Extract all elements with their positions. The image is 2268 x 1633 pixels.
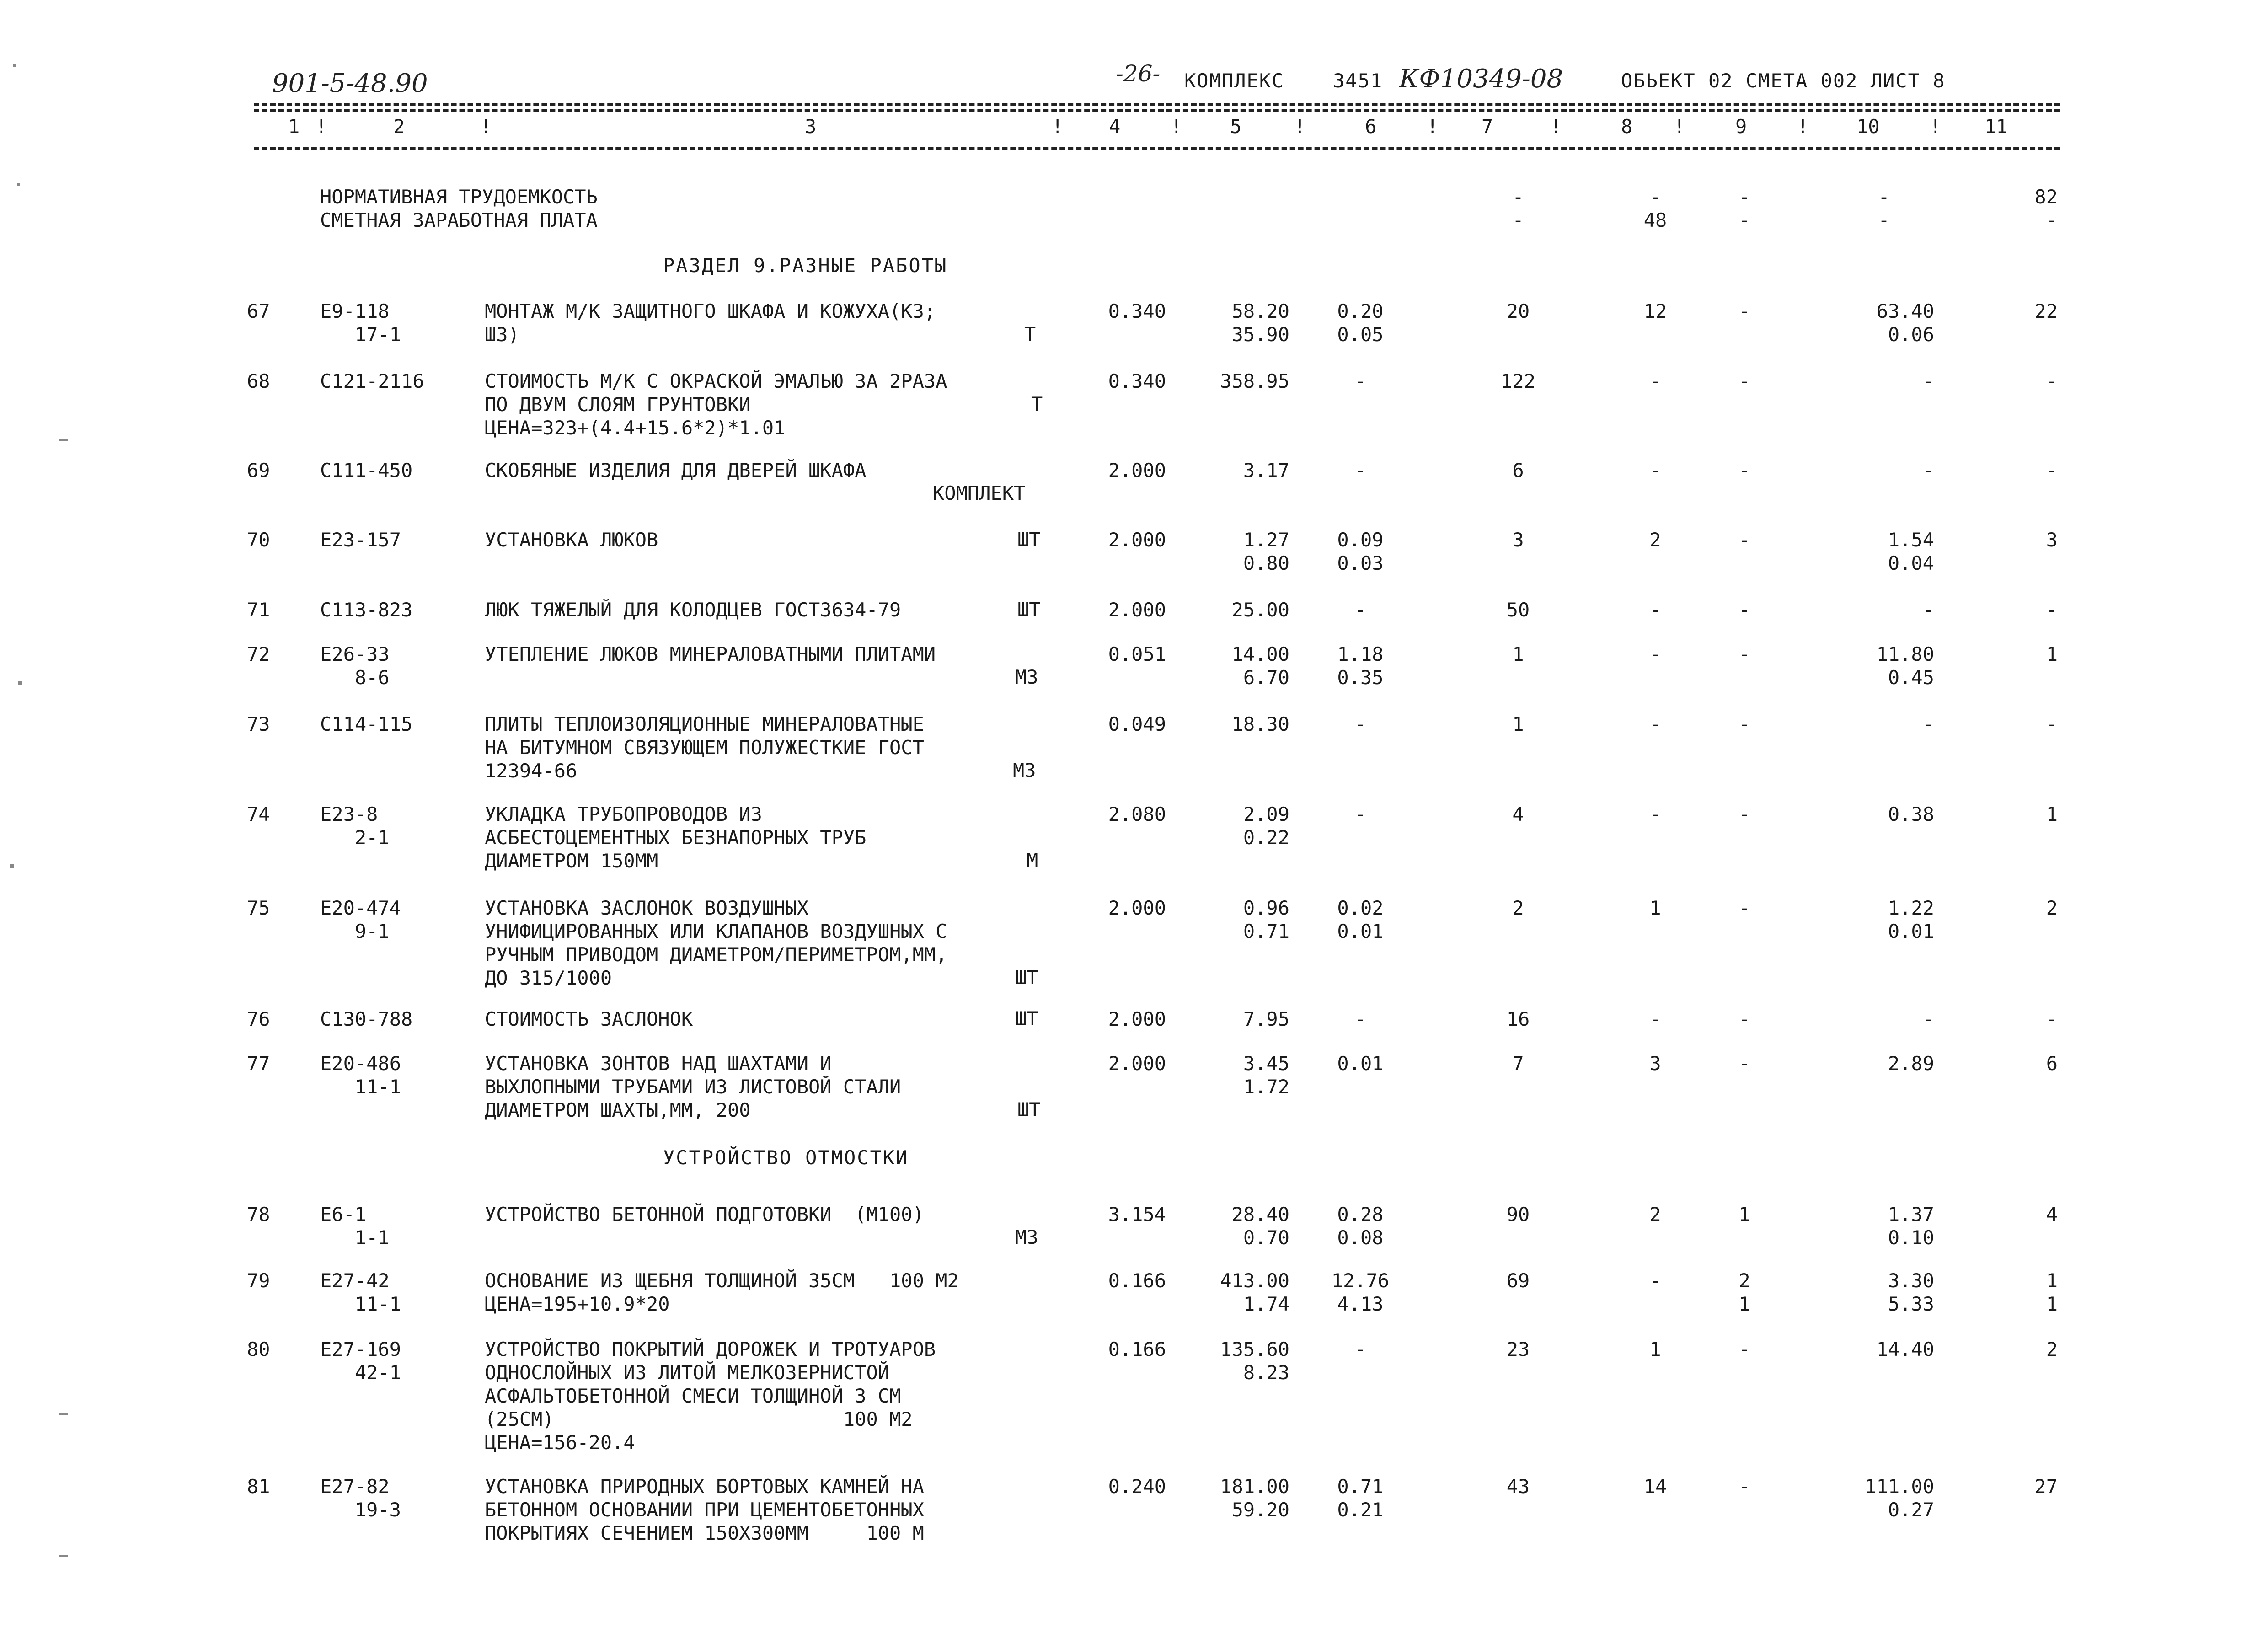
row-col10: 14.40 <box>1876 1338 1934 1360</box>
row-number: 77 <box>247 1052 270 1075</box>
summary-col7: - - <box>1512 186 1524 231</box>
column-number-10: 10 <box>1856 115 1880 138</box>
row-description: УСТАНОВКА ЛЮКОВ <box>485 529 658 551</box>
scan-mark <box>59 439 68 441</box>
row-col11: - <box>2046 599 2058 621</box>
row-description: ЛЮК ТЯЖЕЛЫЙ ДЛЯ КОЛОДЦЕВ ГОСТ3634-79 <box>485 599 901 621</box>
row-col8: 2 <box>1649 529 1661 551</box>
row-col4: 0.340 <box>1108 370 1166 392</box>
row-col4: 0.051 <box>1108 643 1166 665</box>
row-number: 76 <box>247 1008 270 1030</box>
row-col4: 0.049 <box>1108 713 1166 735</box>
row-col7: 2 <box>1512 897 1524 919</box>
complex-number: 3451 <box>1333 70 1383 92</box>
row-col11: 22 <box>2034 300 2058 322</box>
row-col7: 69 <box>1506 1269 1530 1292</box>
row-col8: 2 <box>1649 1203 1661 1226</box>
doc-code-handwritten: 901-5-48.90 <box>272 69 428 98</box>
row-col7: 3 <box>1512 529 1524 551</box>
row-col6: 12.76 4.13 <box>1331 1269 1390 1315</box>
row-description: УСТРОЙСТВО ПОКРЫТИЙ ДОРОЖЕК И ТРОТУАРОВ ОДНОСЛОЙНЫХ ИЗ ЛИТОЙ МЕЛКОЗЕРНИСТОЙ АСФАЛЬТОБЕТОННОЙ СМЕСИ ТОЛЩИНОЙ 3 СМ (25СМ) 100 М2 ЦЕНА=156-20.4 <box>485 1338 936 1454</box>
row-number: 81 <box>247 1475 270 1498</box>
row-col11: - <box>2046 1008 2058 1030</box>
row-code: Е20-486 11-1 <box>320 1052 401 1098</box>
row-col5: 14.00 6.70 <box>1231 643 1289 689</box>
scan-mark <box>17 183 20 186</box>
row-col11: 1 1 <box>2046 1269 2058 1315</box>
row-description: УСТАНОВКА ПРИРОДНЫХ БОРТОВЫХ КАМНЕЙ НА БЕТОННОМ ОСНОВАНИИ ПРИ ЦЕМЕНТОБЕТОННЫХ ПОКРЫТИЯХ СЕЧЕНИЕМ 150Х300ММ 100 М <box>485 1475 924 1544</box>
row-col10: 11.80 0.45 <box>1876 643 1934 689</box>
column-separator: ! <box>1550 115 1562 138</box>
summary-col9: - - <box>1738 186 1750 231</box>
row-description: УСТАНОВКА ЗОНТОВ НАД ШАХТАМИ И ВЫХЛОПНЫМИ ТРУБАМИ ИЗ ЛИСТОВОЙ СТАЛИ ДИАМЕТРОМ ШАХТЫ,ММ, 200 <box>485 1052 901 1121</box>
column-number-2: 2 <box>393 115 405 138</box>
row-col4: 0.166 <box>1108 1338 1166 1360</box>
row-code: Е23-8 2-1 <box>320 803 390 849</box>
row-col6: 1.18 0.35 <box>1337 643 1384 689</box>
column-separator: ! <box>1294 115 1306 138</box>
row-code: Е23-157 <box>320 529 401 551</box>
row-col6: - <box>1354 459 1366 482</box>
row-code: Е20-474 9-1 <box>320 897 401 942</box>
row-col11: 6 <box>2046 1052 2058 1075</box>
row-col9: - <box>1738 459 1750 482</box>
row-col4: 3.154 <box>1108 1203 1166 1226</box>
row-col5: 28.40 0.70 <box>1231 1203 1289 1249</box>
row-col11: 2 <box>2046 1338 2058 1360</box>
column-number-3: 3 <box>805 115 817 138</box>
row-number: 71 <box>247 599 270 621</box>
row-col10: - <box>1922 1008 1934 1030</box>
row-number: 69 <box>247 459 270 482</box>
row-description: СТОИМОСТЬ М/К С ОКРАСКОЙ ЭМАЛЬЮ ЗА 2РАЗА ПО ДВУМ СЛОЯМ ГРУНТОВКИ ЦЕНА=323+(4.4+15.6*2)*1.01 <box>485 370 947 439</box>
scan-mark <box>59 1555 68 1557</box>
row-col9: - <box>1738 713 1750 735</box>
row-unit: М <box>1027 849 1038 872</box>
column-separator: ! <box>480 115 492 138</box>
column-number-8: 8 <box>1621 115 1633 138</box>
row-col5: 3.17 <box>1243 459 1289 482</box>
row-col8: - <box>1649 1269 1661 1292</box>
row-col7: 16 <box>1506 1008 1530 1030</box>
row-unit: ШТ <box>1017 528 1041 551</box>
row-col9: - <box>1738 1475 1750 1498</box>
object-line: ОБЬЕКТ 02 СМЕТА 002 ЛИСТ 8 <box>1621 70 1946 92</box>
column-number-1: 1 <box>288 115 300 138</box>
row-col8: - <box>1649 599 1661 621</box>
row-col5: 18.30 <box>1231 713 1289 735</box>
row-col6: - <box>1354 599 1366 621</box>
summary-label-wage: СМЕТНАЯ ЗАРАБОТНАЯ ПЛАТА <box>320 209 598 231</box>
row-col10: 1.37 0.10 <box>1888 1203 1934 1249</box>
row-col8: - <box>1649 1008 1661 1030</box>
row-col6: 0.09 0.03 <box>1337 529 1384 574</box>
row-col10: - <box>1922 599 1934 621</box>
row-col8: - <box>1649 370 1661 392</box>
row-col9: - <box>1738 1008 1750 1030</box>
column-number-5: 5 <box>1230 115 1242 138</box>
scan-mark <box>59 1413 68 1415</box>
row-col10: 0.38 <box>1888 803 1934 825</box>
row-description: СТОИМОСТЬ ЗАСЛОНОК <box>485 1008 693 1030</box>
row-number: 74 <box>247 803 270 825</box>
row-col9: - <box>1738 1338 1750 1360</box>
row-col11: 2 <box>2046 897 2058 919</box>
summary-col8: - 48 <box>1643 186 1667 231</box>
row-code: С114-115 <box>320 713 413 735</box>
row-col10: - <box>1922 713 1934 735</box>
row-col9: 1 <box>1738 1203 1750 1226</box>
column-separator: ! <box>1930 115 1942 138</box>
section-title-razdel9: РАЗДЕЛ 9.РАЗНЫЕ РАБОТЫ <box>663 254 948 277</box>
row-col8: 1 <box>1649 897 1661 919</box>
row-col5: 7.95 <box>1243 1008 1289 1030</box>
row-col4: 2.000 <box>1108 529 1166 551</box>
row-unit: М3 <box>1015 666 1038 688</box>
row-col4: 2.000 <box>1108 1052 1166 1075</box>
row-col5: 25.00 <box>1231 599 1289 621</box>
row-col9: - <box>1738 897 1750 919</box>
row-number: 75 <box>247 897 270 919</box>
scan-mark <box>13 64 16 67</box>
column-number-7: 7 <box>1482 115 1493 138</box>
row-number: 68 <box>247 370 270 392</box>
row-col11: - <box>2046 370 2058 392</box>
row-col4: 0.340 <box>1108 300 1166 322</box>
row-col7: 50 <box>1506 599 1530 621</box>
row-col4: 2.000 <box>1108 459 1166 482</box>
summary-col10: - - <box>1878 186 1890 231</box>
row-description: УСТАНОВКА ЗАСЛОНОК ВОЗДУШНЫХ УНИФИЦИРОВАННЫХ ИЛИ КЛАПАНОВ ВОЗДУШНЫХ С РУЧНЫМ ПРИВОДОМ ДИАМЕТРОМ/ПЕРИМЕТРОМ,ММ, ДО 315/1000 <box>485 897 947 989</box>
scan-mark <box>18 681 22 685</box>
row-col5: 181.00 59.20 <box>1220 1475 1289 1521</box>
row-code: Е27-82 19-3 <box>320 1475 401 1521</box>
row-col4: 2.000 <box>1108 1008 1166 1030</box>
row-col6: - <box>1354 1338 1366 1360</box>
row-description: ПЛИТЫ ТЕПЛОИЗОЛЯЦИОННЫЕ МИНЕРАЛОВАТНЫЕ НА БИТУМНОМ СВЯЗУЮЩЕМ ПОЛУЖЕСТКИЕ ГОСТ 12394-66 <box>485 713 924 782</box>
row-description: УТЕПЛЕНИЕ ЛЮКОВ МИНЕРАЛОВАТНЫМИ ПЛИТАМИ <box>485 643 936 665</box>
kf-code-handwritten: КФ10349-08 <box>1399 64 1563 94</box>
row-col7: 90 <box>1506 1203 1530 1226</box>
row-col9: - <box>1738 529 1750 551</box>
row-unit: ШТ <box>1015 1007 1038 1030</box>
row-col5: 358.95 <box>1220 370 1289 392</box>
row-col7: 6 <box>1512 459 1524 482</box>
row-col6: - <box>1354 370 1366 392</box>
row-col9: - <box>1738 643 1750 665</box>
row-col9: - <box>1738 1052 1750 1075</box>
row-number: 80 <box>247 1338 270 1360</box>
row-unit: ШТ <box>1017 598 1041 621</box>
row-col4: 0.240 <box>1108 1475 1166 1498</box>
row-col6: 0.71 0.21 <box>1337 1475 1384 1521</box>
row-col7: 122 <box>1501 370 1535 392</box>
row-col10: 1.22 0.01 <box>1888 897 1934 942</box>
header-rule-bottom <box>254 147 2060 150</box>
row-col11: 1 <box>2046 643 2058 665</box>
row-code: Е27-169 42-1 <box>320 1338 401 1384</box>
row-unit: Т <box>1024 323 1036 345</box>
row-col10: 3.30 5.33 <box>1888 1269 1934 1315</box>
row-number: 73 <box>247 713 270 735</box>
column-number-9: 9 <box>1735 115 1747 138</box>
column-separator: ! <box>316 115 327 138</box>
row-col8: 3 <box>1649 1052 1661 1075</box>
row-unit: ШТ <box>1015 966 1038 989</box>
row-code: С111-450 <box>320 459 413 482</box>
row-col6: 0.20 0.05 <box>1337 300 1384 346</box>
row-unit: М3 <box>1015 1226 1038 1248</box>
row-description: УКЛАДКА ТРУБОПРОВОДОВ ИЗ АСБЕСТОЦЕМЕНТНЫХ БЕЗНАПОРНЫХ ТРУБ ДИАМЕТРОМ 150ММ <box>485 803 867 872</box>
row-description: МОНТАЖ М/К ЗАЩИТНОГО ШКАФА И КОЖУХА(КЗ; ШЗ) <box>485 300 936 346</box>
row-col7: 20 <box>1506 300 1530 322</box>
header-rule-top <box>254 103 2060 106</box>
row-number: 67 <box>247 300 270 322</box>
row-col8: 1 <box>1649 1338 1661 1360</box>
section-title-otmostka: УСТРОЙСТВО ОТМОСТКИ <box>663 1146 909 1169</box>
row-code: Е9-118 17-1 <box>320 300 401 346</box>
row-unit: КОМПЛЕКТ <box>933 482 1026 504</box>
row-col5: 413.00 1.74 <box>1220 1269 1289 1315</box>
row-col11: - <box>2046 459 2058 482</box>
row-code: С130-788 <box>320 1008 413 1030</box>
row-code: С113-823 <box>320 599 413 621</box>
row-col7: 1 <box>1512 713 1524 735</box>
row-col11: 4 <box>2046 1203 2058 1226</box>
row-description: ОСНОВАНИЕ ИЗ ЩЕБНЯ ТОЛЩИНОЙ 35СМ 100 М2 ЦЕНА=195+10.9*20 <box>485 1269 959 1315</box>
row-col6: 0.01 <box>1337 1052 1384 1075</box>
row-col7: 43 <box>1506 1475 1530 1498</box>
summary-label-normative-labor: НОРМАТИВНАЯ ТРУДОЕМКОСТЬ <box>320 186 598 208</box>
row-col7: 23 <box>1506 1338 1530 1360</box>
row-unit: ШТ <box>1017 1098 1041 1121</box>
row-col5: 1.27 0.80 <box>1243 529 1289 574</box>
row-description: УСТРОЙСТВО БЕТОННОЙ ПОДГОТОВКИ (М100) <box>485 1203 924 1226</box>
row-col8: - <box>1649 459 1661 482</box>
row-col8: - <box>1649 803 1661 825</box>
row-code: Е26-33 8-6 <box>320 643 390 689</box>
row-col5: 0.96 0.71 <box>1243 897 1289 942</box>
row-col10: 2.89 <box>1888 1052 1934 1075</box>
row-col10: - <box>1922 459 1934 482</box>
row-col7: 1 <box>1512 643 1524 665</box>
column-separator: ! <box>1171 115 1182 138</box>
row-col10: - <box>1922 370 1934 392</box>
summary-col11: 82 - <box>2034 186 2058 231</box>
row-col8: - <box>1649 643 1661 665</box>
row-col5: 2.09 0.22 <box>1243 803 1289 849</box>
row-col9: - <box>1738 599 1750 621</box>
row-col5: 135.60 8.23 <box>1220 1338 1289 1384</box>
row-col6: - <box>1354 713 1366 735</box>
row-col4: 2.080 <box>1108 803 1166 825</box>
row-col8: 14 <box>1643 1475 1667 1498</box>
row-col11: - <box>2046 713 2058 735</box>
row-col6: 0.02 0.01 <box>1337 897 1384 942</box>
scan-mark <box>10 864 14 868</box>
row-code: С121-2116 <box>320 370 424 392</box>
row-number: 70 <box>247 529 270 551</box>
row-code: Е6-1 1-1 <box>320 1203 390 1249</box>
row-col11: 3 <box>2046 529 2058 551</box>
row-col6: 0.28 0.08 <box>1337 1203 1384 1249</box>
row-number: 78 <box>247 1203 270 1226</box>
row-col11: 1 <box>2046 803 2058 825</box>
complex-label: КОМПЛЕКС <box>1184 70 1284 92</box>
column-number-11: 11 <box>1984 115 2008 138</box>
row-col10: 1.54 0.04 <box>1888 529 1934 574</box>
row-col11: 27 <box>2034 1475 2058 1498</box>
row-col9: - <box>1738 300 1750 322</box>
row-col5: 3.45 1.72 <box>1243 1052 1289 1098</box>
header-rule-mid <box>254 109 2060 112</box>
row-number: 79 <box>247 1269 270 1292</box>
row-col5: 58.20 35.90 <box>1231 300 1289 346</box>
column-separator: ! <box>1674 115 1685 138</box>
row-col4: 2.000 <box>1108 897 1166 919</box>
column-separator: ! <box>1052 115 1064 138</box>
row-col6: - <box>1354 803 1366 825</box>
column-number-4: 4 <box>1109 115 1121 138</box>
row-col6: - <box>1354 1008 1366 1030</box>
row-number: 72 <box>247 643 270 665</box>
row-col10: 111.00 0.27 <box>1865 1475 1934 1521</box>
row-col10: 63.40 0.06 <box>1876 300 1934 346</box>
column-separator: ! <box>1797 115 1809 138</box>
row-col4: 2.000 <box>1108 599 1166 621</box>
column-separator: ! <box>1427 115 1439 138</box>
row-code: Е27-42 11-1 <box>320 1269 401 1315</box>
row-col9: - <box>1738 370 1750 392</box>
row-col4: 0.166 <box>1108 1269 1166 1292</box>
row-col7: 7 <box>1512 1052 1524 1075</box>
row-col8: 12 <box>1643 300 1667 322</box>
page-number-handwritten: -26- <box>1116 60 1161 87</box>
column-number-6: 6 <box>1365 115 1377 138</box>
row-col7: 4 <box>1512 803 1524 825</box>
row-col8: - <box>1649 713 1661 735</box>
row-unit: Т <box>1031 393 1043 415</box>
row-col9: - <box>1738 803 1750 825</box>
row-unit: М3 <box>1013 759 1036 782</box>
row-description: СКОБЯНЫЕ ИЗДЕЛИЯ ДЛЯ ДВЕРЕЙ ШКАФА <box>485 459 867 482</box>
row-col9: 2 1 <box>1738 1269 1750 1315</box>
